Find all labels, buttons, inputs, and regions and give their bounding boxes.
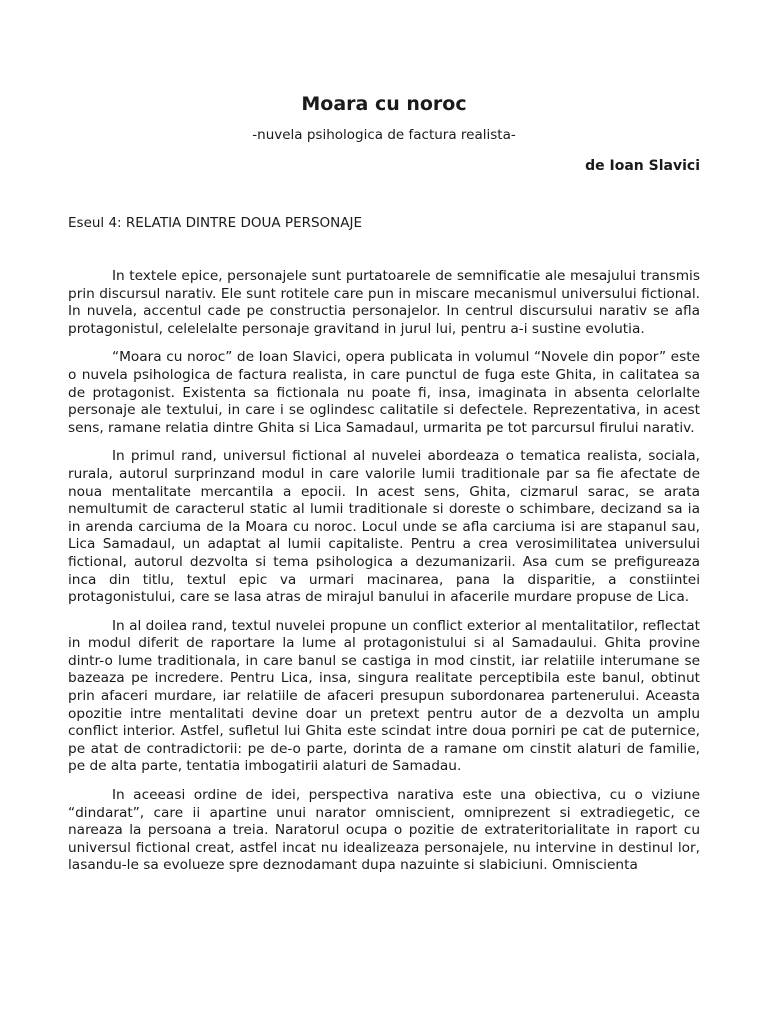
paragraph-3: In primul rand, universul fictional al nuvelei abordeaza o tematica realista, sociala, rurala, autorul surprinzand modul in care valorile lumii traditionale par sa fie afectate de noua mentalitate mercantila a epocii. In acest sens, Ghita, cizmarul sarac, se arata nemultumit de caracterul static al lumii traditionale si doreste o schimbare, decizand sa ia in arenda carciuma de la Moara cu noroc. Locul unde se afla carciuma isi are stapanul sau, Lica Samadaul, un adaptat al lumii capitaliste. Pentru a crea verosimilitatea universului fictional, autorul dezvolta si tema psihologica a dezumanizarii. Asa cum se prefigureaza inca din titlu, textul epic va urmari macinarea, pana la disparitie, a constiintei protagonistului, care se lasa atras de mirajul banului in afacerile murdare propuse de Lica. (68, 448, 700, 606)
paragraph-1: In textele epice, personajele sunt purtatoarele de semnificatie ale mesajului transmis prin discursul narativ. Ele sunt rotitele care pun in miscare mecanismul universului fictional. In nuvela, accentul cade pe constructia personajelor. In centrul discursului narativ se afla protagonistul, celelelalte personaje gravitand in jurul lui, pentru a-i sustine evolutia. (68, 268, 700, 337)
document-title: Moara cu noroc (301, 93, 467, 115)
paragraph-5: In aceeasi ordine de idei, perspectiva narativa este una obiectiva, cu o viziune “dindarat”, care ii apartine unui narator omniscient, omniprezent si extradiegetic, ce nareaza la persoana a treia. Naratorul ocupa o pozitie de extrateritorialitate in raport cu universul fictional creat, astfel incat nu idealizeaza personajele, nu intervine in destinul lor, lasandu-le sa evolueze spre deznodamant dupa nazuinte si slabiciuni. Omniscienta (68, 787, 700, 874)
essay-body (68, 268, 700, 924)
document-author: de Ioan Slavici (585, 158, 700, 174)
paragraph-4: In al doilea rand, textul nuvelei propune un conflict exterior al mentalitatilor, reflectat in modul diferit de raportare la lume al protagonistului si al Samadaului. Ghita provine dintr-o lume traditionala, in care banul se castiga in mod cinstit, iar relatiile interumane se bazeaza pe incredere. Pentru Lica, insa, singura realitate perceptibila este banul, obtinut prin afaceri murdare, iar relatiile de afaceri presupun subordonarea partenerului. Aceasta opozitie intre mentalitati devine doar un pretext pentru autor de a dezvolta un amplu conflict interior. Astfel, sufletul lui Ghita este scindat intre doua porniri pe cat de puternice, pe atat de contradictorii: pe de-o parte, dorinta de a ramane om cinstit alaturi de familie, pe de alta parte, tentatia imbogatirii alaturi de Samadau. (68, 617, 700, 775)
document-subtitle: -nuvela psihologica de factura realista- (252, 127, 516, 143)
essay-heading: Eseul 4: RELATIA DINTRE DOUA PERSONAJE (68, 215, 363, 231)
paragraph-2: “Moara cu noroc” de Ioan Slavici, opera publicata in volumul “Novele din popor” este o nuvela psihologica de factura realista, in care punctul de fuga este Ghita, in calitatea sa de protagonist. Existenta sa fictionala nu poate fi, insa, imaginata in absenta celorlalte personaje ale textului, in care i se oglindesc calitatile si defectele. Reprezentativa, in acest sens, ramane relatia dintre Ghita si Lica Samadaul, urmarita pe tot parcursul firului narativ. (68, 349, 700, 436)
